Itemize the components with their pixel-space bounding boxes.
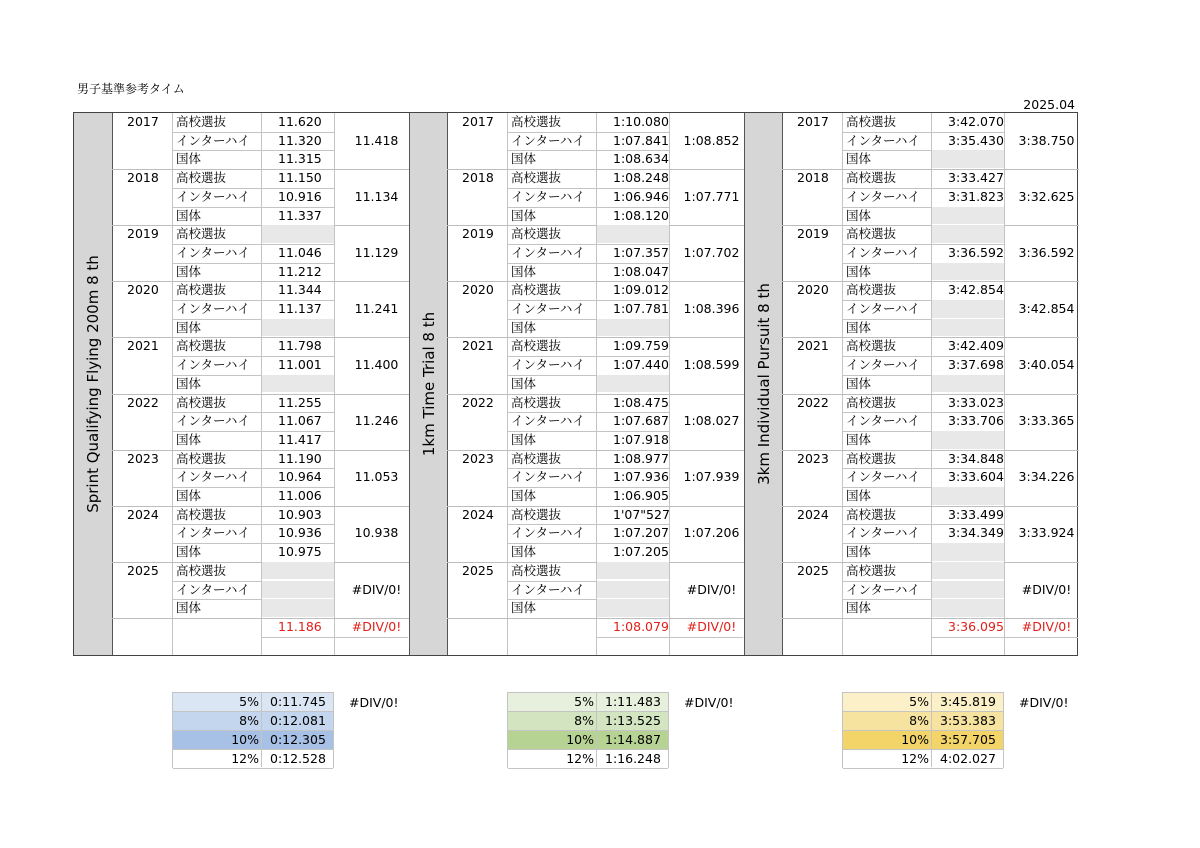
- competition-label: 国体: [176, 375, 202, 391]
- year-label: 2025: [797, 562, 829, 578]
- competition-label: 高校選抜: [176, 562, 227, 578]
- competition-label: インターハイ: [511, 244, 585, 260]
- competition-label: 高校選抜: [846, 562, 897, 578]
- competition-label: 国体: [511, 600, 537, 616]
- competition-label: インターハイ: [846, 469, 920, 485]
- year-label: 2022: [797, 394, 829, 410]
- year-label: 2023: [462, 450, 494, 466]
- average-value: 3:33.924: [1018, 525, 1075, 541]
- year-label: 2025: [127, 562, 159, 578]
- time-value: 10.975: [278, 544, 322, 560]
- empty-cell: [597, 375, 669, 393]
- average-value: 3:36.592: [1018, 244, 1075, 260]
- time-value: 10.903: [278, 506, 322, 522]
- percentage-time: 1:11.483: [605, 694, 661, 709]
- competition-label: インターハイ: [176, 525, 250, 541]
- competition-label: 高校選抜: [511, 450, 562, 466]
- year-label: 2017: [127, 114, 159, 129]
- percentage-row: [843, 712, 1003, 731]
- competition-label: 高校選抜: [846, 450, 897, 466]
- percentage-row: [173, 750, 333, 769]
- year-label: 2017: [797, 114, 829, 129]
- competition-label: 国体: [176, 319, 202, 335]
- grid-line: [172, 113, 173, 655]
- empty-cell: [932, 207, 1004, 225]
- year-label: 2019: [127, 226, 159, 242]
- time-value: 3:42.409: [948, 338, 1004, 354]
- year-label: 2025: [462, 562, 494, 578]
- year-label: 2020: [462, 282, 494, 298]
- competition-label: 国体: [511, 431, 537, 447]
- time-value: 1:06.905: [613, 488, 669, 503]
- competition-label: インターハイ: [176, 413, 250, 429]
- time-value: 10.916: [278, 188, 322, 204]
- empty-cell: [932, 263, 1004, 281]
- event-name-bar: [409, 113, 448, 655]
- average-value: 10.938: [354, 525, 399, 541]
- competition-label: 高校選抜: [511, 114, 562, 129]
- average-value: 11.246: [354, 413, 399, 429]
- competition-label: インターハイ: [511, 132, 585, 148]
- empty-cell: [932, 543, 1004, 561]
- competition-label: インターハイ: [511, 357, 585, 373]
- percentage-label: 12%: [566, 751, 594, 766]
- percentage-row: [843, 731, 1003, 750]
- year-label: 2020: [797, 282, 829, 298]
- grid-line: [669, 113, 670, 655]
- percentage-row: [173, 693, 333, 712]
- event-name: Sprint Qualifying Flying 200m 8 th: [84, 255, 102, 513]
- time-value: 11.344: [278, 282, 322, 298]
- time-value: 3:36.592: [948, 244, 1004, 260]
- percentage-label: 8%: [239, 713, 259, 728]
- time-value: 1:08.977: [613, 450, 669, 466]
- competition-label: 国体: [176, 151, 202, 167]
- time-value: 1:07.207: [613, 525, 669, 541]
- div-error-label: #DIV/0!: [684, 695, 734, 710]
- competition-label: 国体: [511, 375, 537, 391]
- competition-label: 国体: [846, 207, 872, 223]
- time-value: 11.255: [278, 394, 322, 410]
- year-label: 2019: [797, 226, 829, 242]
- div-error-label: #DIV/0!: [1019, 695, 1069, 710]
- average-value: 11.418: [354, 132, 399, 148]
- competition-label: インターハイ: [176, 581, 250, 597]
- competition-label: インターハイ: [511, 413, 585, 429]
- time-value: 1:07.357: [613, 244, 669, 260]
- percentage-time: 0:12.305: [270, 732, 326, 747]
- empty-cell: [262, 375, 334, 393]
- year-label: 2018: [462, 170, 494, 186]
- competition-label: 高校選抜: [176, 450, 227, 466]
- competition-label: 高校選抜: [846, 282, 897, 298]
- percentage-label: 8%: [909, 713, 929, 728]
- time-value: 1:07.841: [613, 132, 669, 148]
- percentage-row: [843, 693, 1003, 712]
- time-value: 1:08.120: [613, 207, 669, 223]
- percentage-row: [508, 712, 668, 731]
- time-value: 1:08.475: [613, 394, 669, 410]
- empty-cell: [932, 300, 1004, 318]
- average-value: 1:08.396: [683, 301, 740, 316]
- time-value: 1:07.687: [613, 413, 669, 429]
- competition-label: インターハイ: [176, 244, 250, 260]
- page-title: 男子基準参考タイム: [77, 82, 185, 96]
- average-value: 11.400: [354, 357, 399, 373]
- time-value: 1'07"527: [613, 506, 670, 522]
- competition-label: インターハイ: [846, 581, 920, 597]
- percentage-row: [173, 731, 333, 750]
- percentage-row: [173, 712, 333, 731]
- average-value: 3:42.854: [1018, 301, 1075, 316]
- percentage-label: 5%: [574, 694, 594, 709]
- time-value: 3:42.070: [948, 114, 1004, 129]
- average-value: 11.129: [354, 244, 399, 260]
- average-value: 3:33.365: [1018, 413, 1075, 429]
- time-value: 3:33.427: [948, 170, 1004, 186]
- empty-cell: [597, 562, 669, 580]
- time-value: 11.620: [278, 114, 322, 129]
- competition-label: 国体: [511, 263, 537, 279]
- average-value: 3:40.054: [1018, 357, 1075, 373]
- time-value: 3:37.698: [948, 357, 1004, 373]
- time-value: 3:33.706: [948, 413, 1004, 429]
- empty-cell: [932, 225, 1004, 243]
- average-value: 11.053: [354, 469, 399, 485]
- average-value: 3:32.625: [1018, 188, 1075, 204]
- time-value: 1:07.440: [613, 357, 669, 373]
- grid-line: [596, 637, 743, 638]
- competition-label: 高校選抜: [511, 506, 562, 522]
- grid-line: [507, 113, 508, 655]
- percentage-time: 1:14.887: [605, 732, 661, 747]
- average-value: #DIV/0!: [351, 581, 402, 597]
- percentage-time: 1:13.525: [605, 713, 661, 728]
- empty-cell: [932, 487, 1004, 505]
- time-value: 3:33.604: [948, 469, 1004, 485]
- empty-cell: [262, 581, 334, 599]
- percentage-time: 0:12.081: [270, 713, 326, 728]
- grid-line: [931, 693, 932, 767]
- year-label: 2021: [797, 338, 829, 354]
- competition-label: 高校選抜: [176, 394, 227, 410]
- percentage-row: [508, 731, 668, 750]
- competition-label: インターハイ: [846, 244, 920, 260]
- average-value: 1:07.206: [683, 525, 740, 541]
- event-name-bar: [74, 113, 113, 655]
- div-error-label: #DIV/0!: [349, 695, 399, 710]
- competition-label: 高校選抜: [176, 170, 227, 186]
- time-value: 11.190: [278, 450, 322, 466]
- total-average: 3:36.095: [948, 618, 1004, 634]
- time-value: 1:09.759: [613, 338, 669, 354]
- competition-label: 高校選抜: [846, 226, 897, 242]
- competition-label: 高校選抜: [846, 170, 897, 186]
- time-value: 10.964: [278, 469, 322, 485]
- year-label: 2020: [127, 282, 159, 298]
- percentage-label: 5%: [239, 694, 259, 709]
- competition-label: インターハイ: [846, 525, 920, 541]
- percentage-row: [508, 750, 668, 769]
- percentage-table: [172, 692, 334, 768]
- year-label: 2022: [462, 394, 494, 410]
- empty-cell: [932, 431, 1004, 449]
- time-value: 3:34.349: [948, 525, 1004, 541]
- empty-cell: [262, 225, 334, 243]
- time-table: [73, 112, 1078, 656]
- competition-label: 高校選抜: [176, 338, 227, 354]
- competition-label: 高校選抜: [511, 562, 562, 578]
- event-name: 3km Individual Pursuit 8 th: [754, 283, 773, 485]
- competition-label: 国体: [846, 375, 872, 391]
- total-average-div: #DIV/0!: [686, 618, 737, 634]
- percentage-label: 5%: [909, 694, 929, 709]
- year-label: 2024: [797, 506, 829, 522]
- competition-label: 国体: [176, 544, 202, 560]
- empty-cell: [597, 599, 669, 617]
- empty-cell: [262, 319, 334, 337]
- competition-label: インターハイ: [176, 469, 250, 485]
- time-value: 11.337: [278, 207, 322, 223]
- competition-label: 高校選抜: [176, 114, 227, 129]
- competition-label: 国体: [846, 319, 872, 335]
- competition-label: インターハイ: [846, 301, 920, 316]
- competition-label: インターハイ: [511, 581, 585, 597]
- empty-cell: [932, 150, 1004, 168]
- time-value: 11.006: [278, 488, 322, 503]
- competition-label: 国体: [846, 600, 872, 616]
- competition-label: 高校選抜: [846, 114, 897, 129]
- percentage-time: 1:16.248: [605, 751, 661, 766]
- competition-label: 国体: [846, 263, 872, 279]
- competition-label: 国体: [846, 488, 872, 503]
- time-value: 11.067: [278, 413, 322, 429]
- competition-label: インターハイ: [511, 301, 585, 316]
- competition-label: インターハイ: [846, 357, 920, 373]
- competition-label: インターハイ: [511, 469, 585, 485]
- empty-cell: [932, 375, 1004, 393]
- empty-cell: [932, 599, 1004, 617]
- competition-label: 高校選抜: [176, 226, 227, 242]
- competition-label: インターハイ: [511, 525, 585, 541]
- percentage-label: 8%: [574, 713, 594, 728]
- total-average-div: #DIV/0!: [1021, 618, 1072, 634]
- competition-label: インターハイ: [846, 413, 920, 429]
- percentage-time: 0:12.528: [270, 751, 326, 766]
- time-value: 3:35.430: [948, 132, 1004, 148]
- competition-label: 国体: [846, 151, 872, 167]
- year-label: 2019: [462, 226, 494, 242]
- average-value: #DIV/0!: [1021, 581, 1072, 597]
- year-label: 2024: [462, 506, 494, 522]
- empty-cell: [597, 319, 669, 337]
- percentage-time: 4:02.027: [940, 751, 996, 766]
- average-value: 1:07.939: [683, 469, 740, 485]
- time-value: 3:33.023: [948, 394, 1004, 410]
- competition-label: 国体: [176, 431, 202, 447]
- time-value: 1:07.781: [613, 301, 669, 316]
- competition-label: 高校選抜: [176, 282, 227, 298]
- competition-label: インターハイ: [176, 357, 250, 373]
- time-value: 11.798: [278, 338, 322, 354]
- grid-line: [596, 693, 597, 767]
- average-value: #DIV/0!: [686, 581, 737, 597]
- time-value: 3:42.854: [948, 282, 1004, 298]
- grid-line: [261, 693, 262, 767]
- competition-label: 高校選抜: [511, 170, 562, 186]
- competition-label: インターハイ: [176, 301, 250, 316]
- competition-label: 国体: [846, 431, 872, 447]
- grid-line: [931, 637, 1078, 638]
- competition-label: 国体: [176, 263, 202, 279]
- percentage-row: [508, 693, 668, 712]
- competition-label: インターハイ: [846, 188, 920, 204]
- percentage-time: 3:45.819: [940, 694, 996, 709]
- average-value: 11.241: [354, 301, 399, 316]
- percentage-label: 12%: [231, 751, 259, 766]
- time-value: 11.046: [278, 244, 322, 260]
- year-label: 2024: [127, 506, 159, 522]
- average-value: 1:08.027: [683, 413, 740, 429]
- average-value: 1:08.852: [683, 132, 740, 148]
- competition-label: 高校選抜: [846, 506, 897, 522]
- time-value: 10.936: [278, 525, 322, 541]
- percentage-label: 10%: [901, 732, 929, 747]
- time-value: 3:31.823: [948, 188, 1004, 204]
- competition-label: 高校選抜: [846, 338, 897, 354]
- competition-label: 高校選抜: [511, 226, 562, 242]
- average-value: 1:07.702: [683, 244, 740, 260]
- date-label: 2025.04: [1023, 97, 1075, 112]
- competition-label: 高校選抜: [511, 394, 562, 410]
- time-value: 1:08.248: [613, 170, 669, 186]
- time-value: 1:07.918: [613, 431, 669, 447]
- competition-label: 国体: [511, 319, 537, 335]
- total-average: 1:08.079: [613, 618, 669, 634]
- time-value: 1:07.936: [613, 469, 669, 485]
- event-name-bar: [744, 113, 783, 655]
- percentage-label: 12%: [901, 751, 929, 766]
- empty-cell: [932, 562, 1004, 580]
- year-label: 2018: [127, 170, 159, 186]
- percentage-time: 3:57.705: [940, 732, 996, 747]
- year-label: 2021: [127, 338, 159, 354]
- percentage-table: [507, 692, 669, 768]
- competition-label: 国体: [511, 488, 537, 503]
- time-value: 1:10.080: [613, 114, 669, 129]
- competition-label: インターハイ: [176, 132, 250, 148]
- empty-cell: [932, 581, 1004, 599]
- total-average: 11.186: [278, 618, 322, 634]
- average-value: 1:08.599: [683, 357, 740, 373]
- time-value: 11.212: [278, 263, 322, 279]
- average-value: 3:38.750: [1018, 132, 1075, 148]
- time-value: 3:33.499: [948, 506, 1004, 522]
- year-label: 2018: [797, 170, 829, 186]
- competition-label: 高校選抜: [176, 506, 227, 522]
- empty-cell: [262, 562, 334, 580]
- percentage-time: 3:53.383: [940, 713, 996, 728]
- percentage-label: 10%: [566, 732, 594, 747]
- average-value: 11.134: [354, 188, 399, 204]
- percentage-row: [843, 750, 1003, 769]
- empty-cell: [597, 225, 669, 243]
- competition-label: 国体: [176, 207, 202, 223]
- time-value: 1:09.012: [613, 282, 669, 298]
- time-value: 11.001: [278, 357, 322, 373]
- competition-label: 国体: [511, 544, 537, 560]
- competition-label: 高校選抜: [511, 338, 562, 354]
- year-label: 2023: [127, 450, 159, 466]
- time-value: 1:06.946: [613, 188, 669, 204]
- empty-cell: [597, 581, 669, 599]
- event-block: [744, 113, 1079, 655]
- percentage-time: 0:11.745: [270, 694, 326, 709]
- average-value: 1:07.771: [683, 188, 740, 204]
- total-average-div: #DIV/0!: [351, 618, 402, 634]
- time-value: 1:08.634: [613, 151, 669, 167]
- time-value: 11.320: [278, 132, 322, 148]
- event-block: [74, 113, 409, 655]
- event-block: [409, 113, 744, 655]
- time-value: 1:07.205: [613, 544, 669, 560]
- competition-label: 高校選抜: [846, 394, 897, 410]
- time-value: 11.137: [278, 301, 322, 316]
- percentage-table: [842, 692, 1004, 768]
- competition-label: インターハイ: [176, 188, 250, 204]
- year-label: 2021: [462, 338, 494, 354]
- time-value: 3:34.848: [948, 450, 1004, 466]
- time-value: 1:08.047: [613, 263, 669, 279]
- grid-line: [261, 637, 408, 638]
- average-value: 3:34.226: [1018, 469, 1075, 485]
- year-label: 2023: [797, 450, 829, 466]
- time-value: 11.150: [278, 170, 322, 186]
- competition-label: 国体: [176, 600, 202, 616]
- year-label: 2017: [462, 114, 494, 129]
- event-name: 1km Time Trial 8 th: [419, 311, 438, 457]
- competition-label: 国体: [176, 488, 202, 503]
- year-label: 2022: [127, 394, 159, 410]
- empty-cell: [932, 319, 1004, 337]
- time-value: 11.417: [278, 431, 322, 447]
- grid-line: [334, 113, 335, 655]
- time-value: 11.315: [278, 151, 322, 167]
- competition-label: 国体: [511, 207, 537, 223]
- competition-label: インターハイ: [846, 132, 920, 148]
- competition-label: インターハイ: [511, 188, 585, 204]
- competition-label: 高校選抜: [511, 282, 562, 298]
- percentage-label: 10%: [231, 732, 259, 747]
- grid-line: [842, 113, 843, 655]
- grid-line: [1004, 113, 1005, 655]
- empty-cell: [262, 599, 334, 617]
- competition-label: 国体: [846, 544, 872, 560]
- competition-label: 国体: [511, 151, 537, 167]
